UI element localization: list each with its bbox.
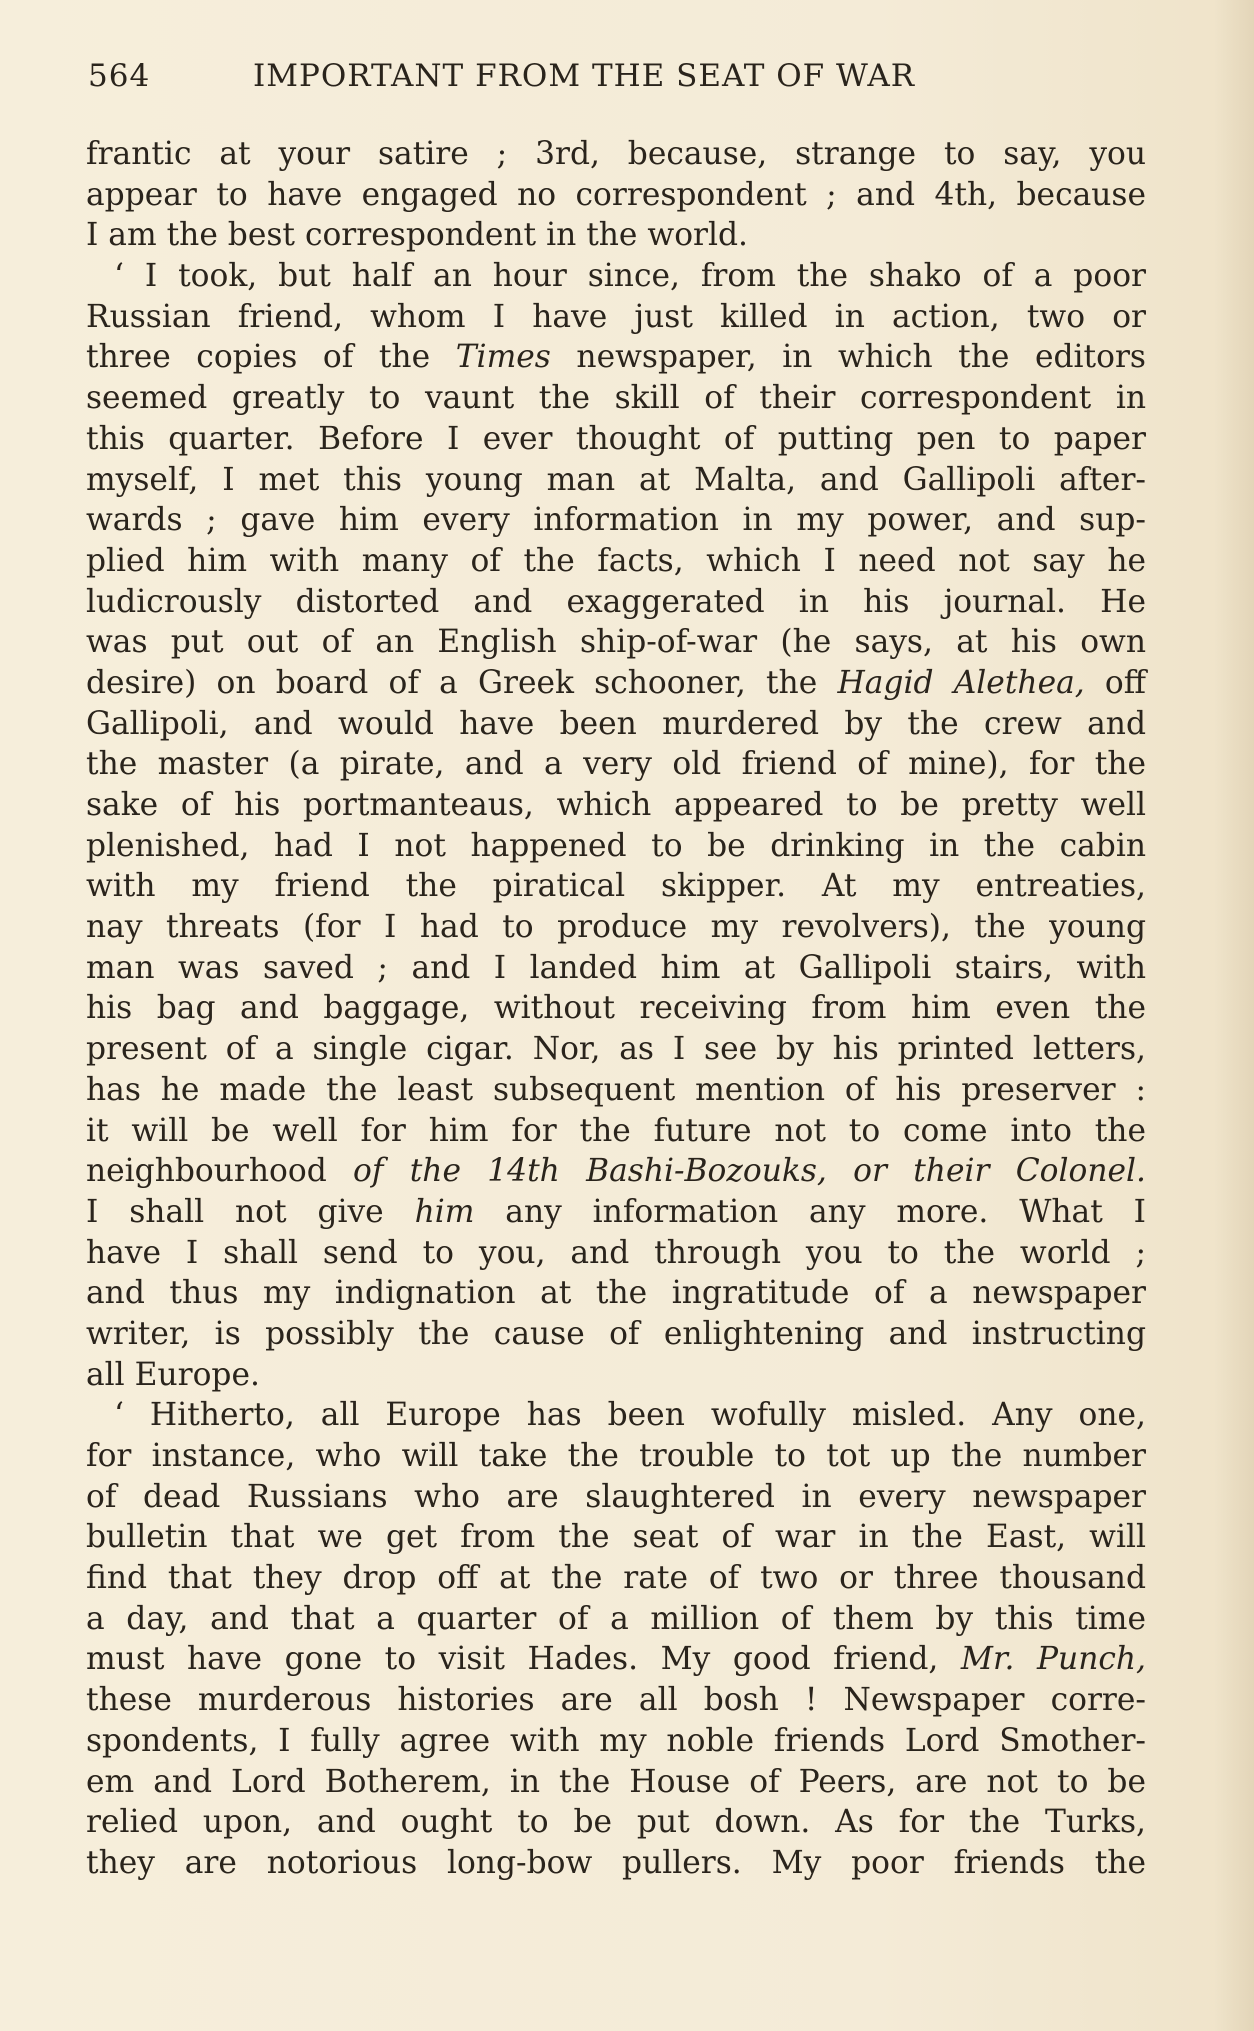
text-line: has he made the least subsequent mention of his preserver : [86, 1071, 1146, 1108]
text-line: Gallipoli, and would have been murdered by the crew and [86, 705, 1146, 742]
text-line: seemed greatly to vaunt the skill of their correspondent in [86, 380, 1146, 417]
text-line: this quarter. Before I ever thought of putting pen to paper [86, 420, 1146, 457]
italic-title: Times [455, 339, 551, 376]
text-line: bulletin that we get from the seat of war in the East, will [86, 1519, 1146, 1556]
text-line: sake of his portmanteaus, which appeared to be pretty well [86, 787, 1146, 823]
text-line: plied him with many of the facts, which I need not say he [86, 542, 1146, 579]
text-line: for instance, who will take the trouble to tot up the number [86, 1438, 1146, 1474]
text-line [86, 1639, 1146, 1680]
text-line: of dead Russians who are slaughtered in every newspaper [86, 1478, 1146, 1515]
text-line: appear to have engaged no correspondent ; and 4th, because [86, 176, 1146, 213]
text-line: with my friend the piratical skipper. At my entreaties, [86, 868, 1146, 905]
text-line: nay threats (for I had to produce my revolvers), the young [86, 909, 1146, 946]
text-line: frantic at your satire ; 3rd, because, strange to say, you [86, 136, 1146, 172]
text-line: present of a single cigar. Nor, as I see by his printed letters, [86, 1031, 1146, 1068]
text-line: it will be well for him for the future not to come into the [86, 1112, 1146, 1149]
text-run: must have gone to visit Hades. My good friend, [86, 1641, 961, 1678]
text-line: writer, is possibly the cause of enlightening and instructing [86, 1315, 1146, 1352]
text-line: and thus my indignation at the ingratitude of a newspaper [86, 1275, 1146, 1312]
text-line: wards ; gave him every information in my power, and sup- [86, 502, 1146, 539]
text-line: ‘ I took, but half an hour since, from the shako of a poor [114, 258, 1146, 295]
text-line: Russian friend, whom I have just killed in action, two or [86, 298, 1146, 335]
page-number: 564 [88, 58, 151, 94]
text-run: neighbourhood [86, 1153, 354, 1190]
page-header [88, 52, 1148, 102]
text-line: relied upon, and ought to be put down. As for the Turks, [86, 1804, 1146, 1841]
text-line: have I shall send to you, and through you to the world ; [86, 1234, 1146, 1271]
text-run: desire) on board of a Greek schooner, the [86, 664, 838, 701]
text-line: em and Lord Botherem, in the House of Peers, are not to be [86, 1763, 1146, 1800]
text-line: spondents, I fully agree with my noble friends Lord Smother- [86, 1722, 1146, 1759]
italic-regiment: of the 14th Bashi-Bozouks, or their Colonel. [353, 1153, 1146, 1190]
text-line: plenished, had I not happened to be drinking in the cabin [86, 827, 1146, 864]
text-run: off [1084, 664, 1146, 701]
text-run: newspaper, in which the editors [550, 339, 1146, 376]
text-line: I am the best correspondent in the world. [86, 217, 748, 254]
text-line: ludicrously distorted and exaggerated in his journal. He [86, 583, 1146, 620]
text-line: myself, I met this young man at Malta, and Gallipoli after- [86, 461, 1146, 498]
text-line: was put out of an English ship-of-war (he says, at his own [86, 624, 1146, 661]
text-line: they are notorious long-bow pullers. My poor friends the [86, 1844, 1146, 1881]
text-line: these murderous histories are all bosh ! Newspaper corre- [86, 1682, 1146, 1719]
running-head: IMPORTANT FROM THE SEAT OF WAR [253, 58, 916, 94]
italic-name: Mr. Punch, [960, 1641, 1146, 1678]
text-run: I shall not give [86, 1193, 415, 1230]
text-run: three copies of the [86, 339, 456, 376]
text-line: all Europe. [86, 1356, 260, 1393]
text-line: ‘ Hitherto, all Europe has been wofully misled. Any one, [114, 1397, 1146, 1434]
text-line [86, 337, 1146, 378]
text-line [86, 663, 1146, 704]
text-line: man was saved ; and I landed him at Gallipoli stairs, with [86, 949, 1146, 986]
text-line [86, 1151, 1146, 1192]
text-line: his bag and baggage, without receiving from him even the [86, 990, 1146, 1027]
italic-ship-name: Hagid Alethea, [837, 664, 1085, 701]
text-line [86, 1192, 1146, 1233]
page-edge-shadow [1214, 0, 1254, 2031]
text-line: the master (a pirate, and a very old friend of mine), for the [86, 746, 1146, 783]
text-line: a day, and that a quarter of a million of them by this time [86, 1600, 1146, 1637]
body-text [86, 134, 1146, 1884]
text-run: any information any more. What I [474, 1193, 1147, 1230]
text-line: find that they drop off at the rate of two or three thousand [86, 1560, 1146, 1597]
italic-emphasis: him [414, 1193, 475, 1230]
